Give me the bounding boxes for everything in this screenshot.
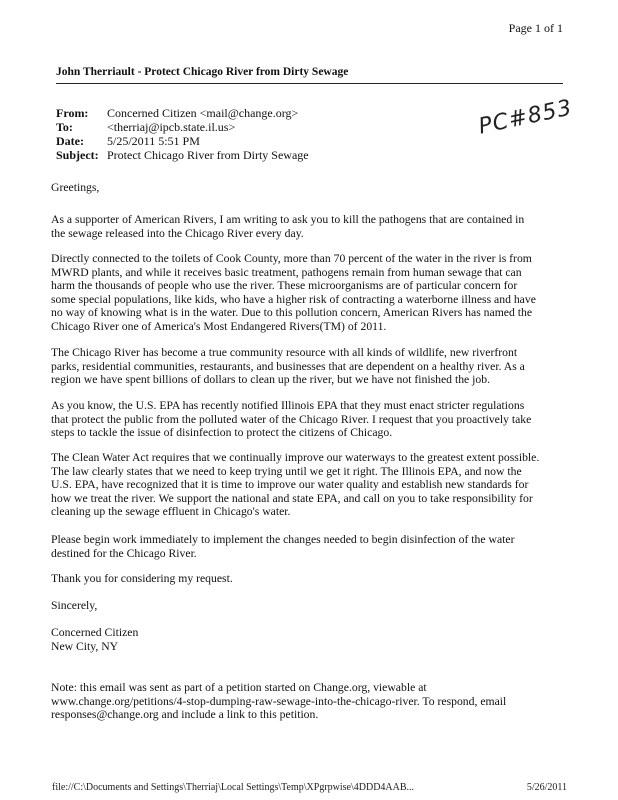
text-line: Chicago River one of America's Most Endangered Rivers(TM) of 2011. <box>51 319 387 333</box>
footer-file-path: file://C:\Documents and Settings\Therriaj\Local Settings\Temp\XPgrpwise\4DDD4AAB... <box>52 782 415 793</box>
petition-note <box>51 681 566 722</box>
paragraph-4 <box>51 399 566 440</box>
paragraph-1 <box>51 213 566 240</box>
text-line: As a supporter of American Rivers, I am writing to ask you to kill the pathogens that are contained in <box>51 213 525 226</box>
text-line: destined for the Chicago River. <box>51 546 197 560</box>
text-line: As you know, the U.S. EPA has recently notified Illinois EPA that they must enact stricter regulations <box>51 399 525 412</box>
paragraph-6 <box>51 533 566 560</box>
paragraph-2 <box>51 252 566 334</box>
signature-name: Concerned Citizen <box>51 626 139 639</box>
to-value: <therriaj@ipcb.state.il.us> <box>107 120 236 134</box>
text-line: www.change.org/petitions/4-stop-dumping-raw-sewage-into-the-chicago-river. To respond, email <box>51 694 507 708</box>
text-line: Note: this email was sent as part of a petition started on Change.org, viewable at <box>51 681 427 694</box>
subject-value: Protect Chicago River from Dirty Sewage <box>107 148 309 162</box>
paragraph-5 <box>51 451 566 519</box>
text-line: MWRD plants, and while it receives basic treatment, pathogens remain from human sewage that can <box>51 265 522 279</box>
print-footer <box>52 782 567 793</box>
text-line: responses@change.org and include a link to this petition. <box>51 708 319 722</box>
from-value: Concerned Citizen <mail@change.org> <box>107 106 299 120</box>
text-line: Directly connected to the toilets of Cook County, more than 70 percent of the water in the river is from <box>51 252 532 265</box>
text-line: some special populations, like kids, who have a higher risk of contracting a waterborne illness and have <box>51 292 536 306</box>
text-line: U.S. EPA, have recognized that it is time to improve our water quality and establish new standards for <box>51 478 529 492</box>
signature-city: New City, NY <box>51 639 119 653</box>
date-value: 5/25/2011 5:51 PM <box>107 134 200 148</box>
signature <box>51 626 566 653</box>
to-label: To: <box>56 120 73 134</box>
text-line: The Clean Water Act requires that we continually improve our waterways to the greatest extent possible. <box>51 451 540 464</box>
paragraph-7: Thank you for considering my request. <box>51 572 233 585</box>
text-line: how we treat the river. We support the national and state EPA, and call on you to take responsibility for <box>51 491 533 505</box>
text-line: that protect the public from the polluted water of the Chicago River. I request that you proactively take <box>51 412 532 426</box>
from-label: From: <box>56 106 89 120</box>
document-title: John Therriault - Protect Chicago River from Dirty Sewage <box>56 66 349 78</box>
footer-date: 5/26/2011 <box>526 782 567 793</box>
text-line: region we have spent billions of dollars to clean up the river, but we have not finished the job. <box>51 373 490 387</box>
subject-label: Subject: <box>56 148 99 162</box>
text-line: steps to tackle the issue of disinfection to protect the citizens of Chicago. <box>51 426 393 440</box>
text-line: no way of knowing what is in the water. Due to this pollution concern, American Rivers has named the <box>51 306 533 320</box>
text-line: the sewage released into the Chicago River every day. <box>51 226 304 240</box>
paragraph-3 <box>51 346 566 387</box>
page-number: Page 1 of 1 <box>508 21 563 35</box>
text-line: parks, residential communities, restaurants, and businesses that are dependent on a healthy river. As a <box>51 359 525 373</box>
closing: Sincerely, <box>51 599 98 612</box>
text-line: cleaning up the sewage effluent in Chicago's water. <box>51 505 291 519</box>
text-line: The Chicago River has become a true community resource with all kinds of wildlife, new riverfront <box>51 346 518 359</box>
text-line: harm the thousands of people who use the river. These microorganisms are of particular concern for <box>51 279 518 293</box>
handwritten-stamp: PC#853 <box>476 95 575 140</box>
text-line: Please begin work immediately to implement the changes needed to begin disinfection of the water <box>51 533 515 546</box>
title-divider <box>56 83 563 84</box>
greeting: Greetings, <box>51 181 100 194</box>
date-label: Date: <box>56 134 84 148</box>
text-line: The law clearly states that we need to keep trying until we get it right. The Illinois EPA, and now the <box>51 464 522 478</box>
